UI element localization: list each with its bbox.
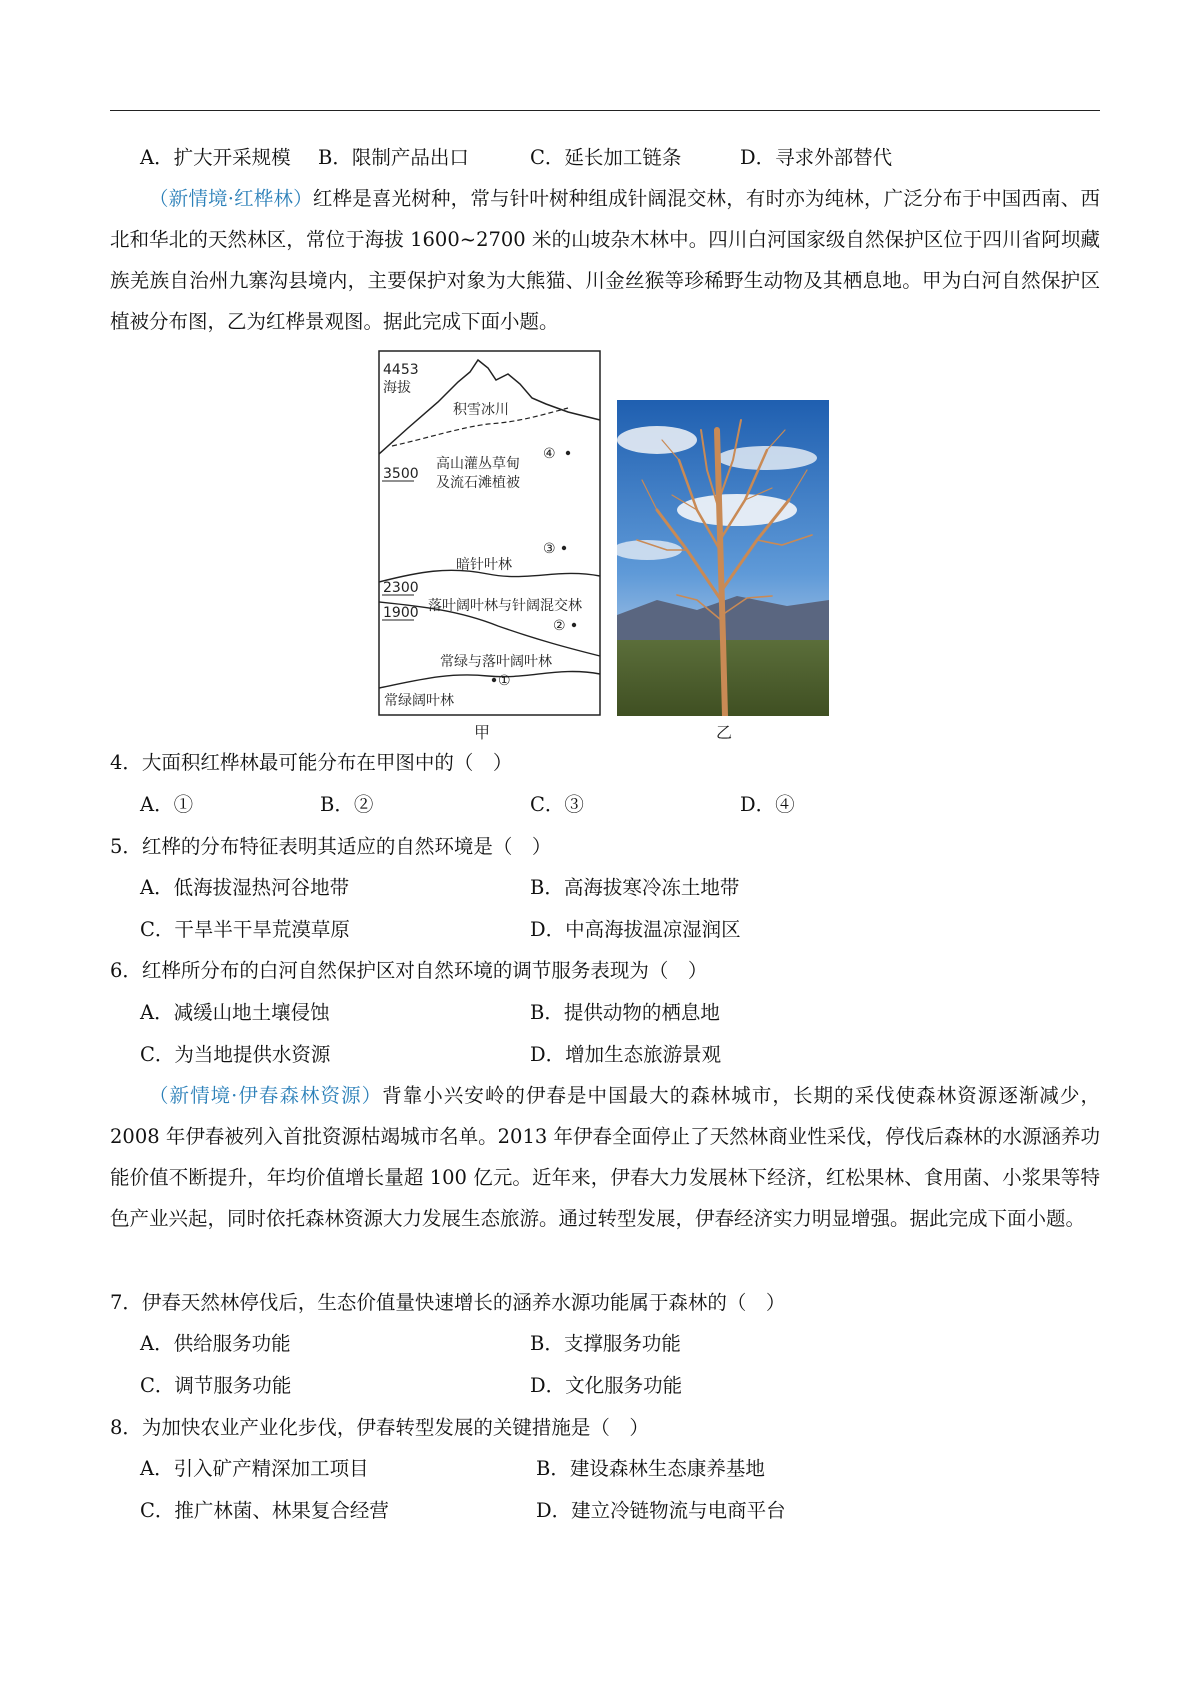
passage2-text: 背靠小兴安岭的伊春是中国最大的森林城市，长期的采伐使森林资源逐渐减少，2008 年伊春被列入首批资源枯竭城市名单。2013 年伊春全面停止了天然林商业性采伐，停伐后森林的水源涵养功能价值不断提升，年均价值增长量超 100 亿元。近年来，伊春大力发展林下经济，红松果林、食用菌、小浆果等特色产业兴起，同时依托森林资源大力发展生态旅游。通过转型发展，伊春经济实力明显增强。据此完成下面小题。 bbox=[110, 1084, 1100, 1230]
question-6-stem: 6．红桦所分布的白河自然保护区对自然环境的调节服务表现为（ ） bbox=[110, 959, 708, 982]
q8-option-a: A．引入矿产精深加工项目 bbox=[140, 1457, 369, 1480]
zone-evergreen: 常绿阔叶林 bbox=[384, 693, 454, 709]
zone-glacier: 积雪冰川 bbox=[453, 402, 509, 418]
q6-option-b: B．提供动物的栖息地 bbox=[530, 1001, 720, 1024]
zone-dark-conifer: 暗针叶林 bbox=[456, 557, 512, 573]
q5-option-c: C．干旱半干旱荒漠草原 bbox=[140, 918, 350, 941]
option-b: B．限制产品出口 bbox=[318, 146, 469, 169]
q7-option-c: C．调节服务功能 bbox=[140, 1374, 292, 1397]
question-7-stem: 7．伊春天然林停伐后，生态价值量快速增长的涵养水源功能属于森林的（ ） bbox=[110, 1291, 786, 1314]
question-5-stem: 5．红桦的分布特征表明其适应的自然环境是（ ） bbox=[110, 835, 552, 858]
q4-option-a: A．① bbox=[140, 793, 194, 816]
q6-option-c: C．为当地提供水资源 bbox=[140, 1043, 331, 1066]
q7-option-d: D．文化服务功能 bbox=[530, 1374, 683, 1397]
zone-alpine-2: 及流石滩植被 bbox=[436, 475, 520, 491]
q7-option-a: A．供给服务功能 bbox=[140, 1332, 291, 1355]
header-rule bbox=[110, 110, 1100, 111]
zone-alpine-1: 高山灌丛草甸 bbox=[436, 456, 520, 472]
option-a: A．扩大开采规模 bbox=[140, 146, 291, 169]
q5-option-b: B．高海拔寒冷冻土地带 bbox=[530, 876, 740, 899]
q5-option-d: D．中高海拔温凉湿润区 bbox=[530, 918, 741, 941]
peak-altitude: 4453 bbox=[383, 362, 419, 378]
zone-ever-decid: 常绿与落叶阔叶林 bbox=[440, 654, 552, 670]
tick-2300: 2300 bbox=[383, 580, 419, 596]
q6-option-d: D．增加生态旅游景观 bbox=[530, 1043, 722, 1066]
passage-text: 红桦是喜光树种，常与针叶树种组成针阔混交林，有时亦为纯林，广泛分布于中国西南、西北和华北的天然林区，常位于海拔 1600~2700 米的山坡杂木林中。四川白河国家级自然保护区位于四川省阿坝藏族羌族自治州九寨沟县境内，主要保护对象为大熊猫、川金丝猴等珍稀野生动物及其栖息地。甲为白河自然保护区植被分布图，乙为红桦景观图。据此完成下面小题。 bbox=[110, 187, 1100, 333]
q4-option-d: D．④ bbox=[740, 793, 795, 816]
q7-option-b: B．支撑服务功能 bbox=[530, 1332, 681, 1355]
passage-yichun-forest bbox=[110, 1075, 1100, 1239]
marker-4: ④ bbox=[543, 446, 556, 462]
option-d: D．寻求外部替代 bbox=[740, 146, 893, 169]
caption-jia: 甲 bbox=[474, 723, 491, 742]
tick-3500: 3500 bbox=[383, 466, 419, 482]
q8-option-b: B．建设森林生态康养基地 bbox=[536, 1457, 765, 1480]
vegetation-zone-diagram bbox=[378, 350, 604, 720]
q8-option-c: C．推广林菌、林果复合经营 bbox=[140, 1499, 389, 1522]
q6-option-a: A．减缓山地土壤侵蚀 bbox=[140, 1001, 330, 1024]
question-4-stem: 4．大面积红桦林最可能分布在甲图中的（ ） bbox=[110, 751, 513, 774]
question-8-stem: 8．为加快农业产业化步伐，伊春转型发展的关键措施是（ ） bbox=[110, 1416, 649, 1439]
marker-2: ② bbox=[553, 618, 566, 634]
zone-mixed: 落叶阔叶林与针阔混交林 bbox=[428, 598, 582, 614]
caption-yi: 乙 bbox=[716, 723, 733, 742]
passage-tag: （新情境·红桦林） bbox=[149, 187, 313, 210]
tick-1900: 1900 bbox=[383, 605, 419, 621]
option-c: C．延长加工链条 bbox=[530, 146, 682, 169]
q5-option-a: A．低海拔湿热河谷地带 bbox=[140, 876, 350, 899]
passage-red-birch bbox=[110, 178, 1100, 342]
q4-option-b: B．② bbox=[320, 793, 374, 816]
marker-1: ① bbox=[498, 673, 511, 689]
marker-3: ③ bbox=[543, 541, 556, 557]
red-birch-photo bbox=[617, 400, 829, 716]
q8-option-d: D．建立冷链物流与电商平台 bbox=[536, 1499, 786, 1522]
q4-option-c: C．③ bbox=[530, 793, 584, 816]
altitude-label: 海拔 bbox=[383, 380, 411, 396]
passage2-tag: （新情境·伊春森林资源） bbox=[149, 1084, 383, 1107]
